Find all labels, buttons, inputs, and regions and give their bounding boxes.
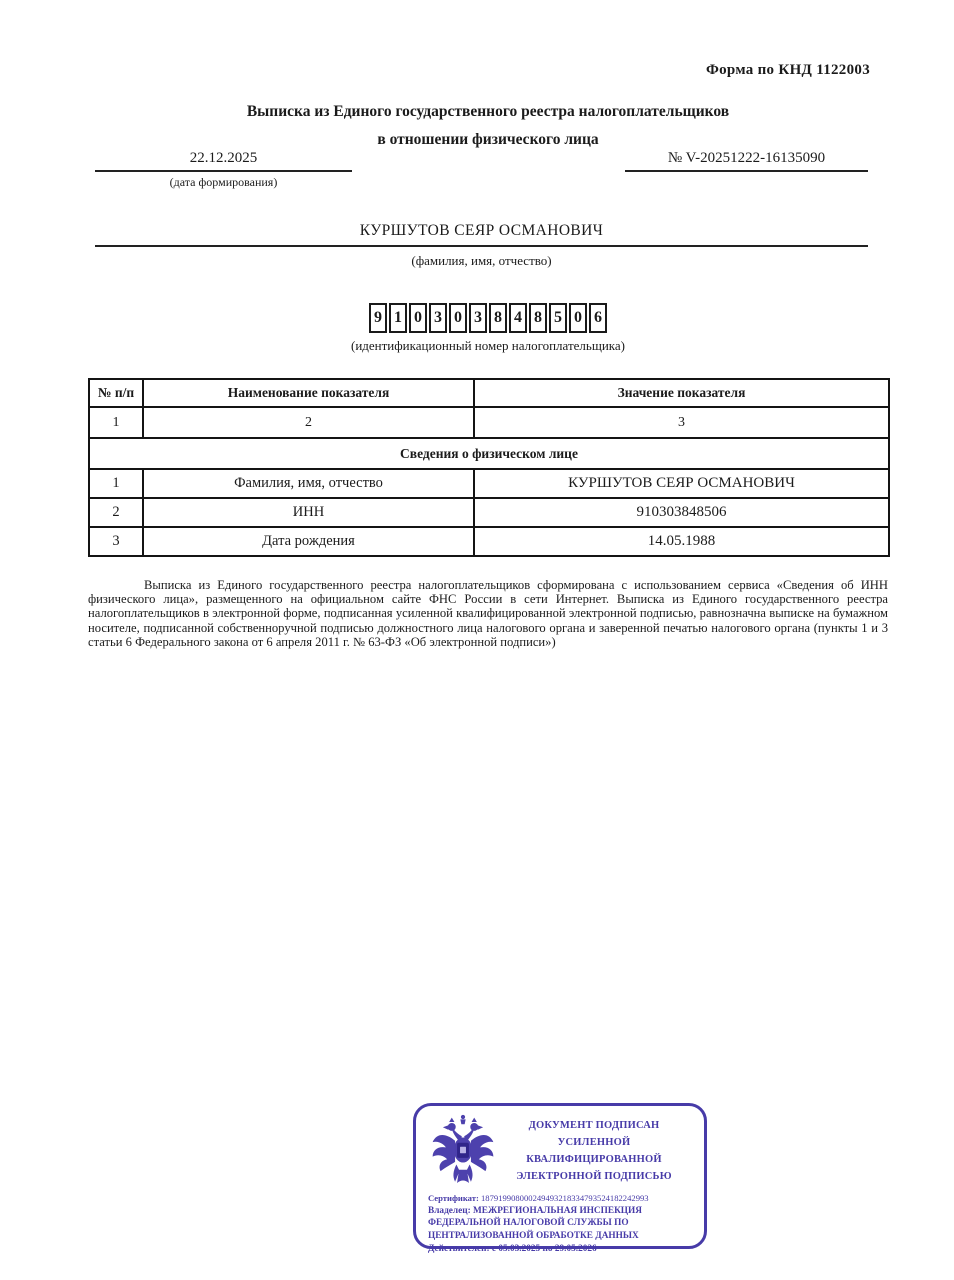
table-header-row: [89, 379, 889, 407]
validity-line: [428, 1243, 692, 1256]
inn-digit-cell: 9: [369, 303, 387, 333]
inn-digit-cell: 3: [429, 303, 447, 333]
col-number: 2: [143, 407, 474, 438]
legal-footnote: Выписка из Единого государственного реестра налогоплательщиков сформирована с использованием сервиса «Сведения об ИНН физического лица», размещенного на официальном сайте ФНС России в сети Интернет. Выписка из Единого государственного реестра налогоплательщиков в электронной форме, подписанная усиленной квалифицированной электронной подписью, равнозначна выписке на бумажном носителе, подписанной собственноручной подписью должностного лица налогового органа и заверенной печатью налогового органа (пункты 1 и 3 статьи 6 Федерального закона от 6 апреля 2011 г. № 63-ФЗ «Об электронной подписи»): [88, 578, 888, 649]
section-row: [89, 438, 889, 469]
row-num: 3: [89, 527, 143, 556]
inn-digit-cell: 0: [409, 303, 427, 333]
table-row: [89, 469, 889, 498]
stamp-title-line: УСИЛЕННОЙ КВАЛИФИЦИРОВАННОЙ: [526, 1137, 662, 1165]
column-numbering-row: [89, 407, 889, 438]
certificate-line: [428, 1192, 692, 1205]
owner-label: Владелец:: [428, 1205, 471, 1216]
number-underline: [625, 170, 868, 172]
row-value: 14.05.1988: [474, 527, 889, 556]
col-number: 3: [474, 407, 889, 438]
row-name: Фамилия, имя, отчество: [143, 469, 474, 498]
inn-digit-cell: 8: [529, 303, 547, 333]
row-name: ИНН: [143, 498, 474, 527]
table-row: [89, 498, 889, 527]
taxpayer-info-table: [88, 378, 890, 557]
coat-of-arms-icon: [430, 1113, 496, 1189]
stamp-header: [428, 1113, 692, 1189]
formation-date-caption: (дата формирования): [169, 175, 278, 189]
row-value: КУРШУТОВ СЕЯР ОСМАНОВИЧ: [474, 469, 889, 498]
inn-digit-cell: 0: [449, 303, 467, 333]
formation-date: 22.12.2025: [189, 150, 258, 166]
row-value: 910303848506: [474, 498, 889, 527]
col-header-name: Наименование показателя: [143, 379, 474, 407]
stamp-title-line: ЭЛЕКТРОННОЙ ПОДПИСЬЮ: [516, 1171, 672, 1182]
document-title-line1: Выписка из Единого государственного реестра налогоплательщиков: [246, 103, 730, 120]
name-underline: [95, 245, 868, 247]
owner-line: [428, 1205, 692, 1243]
document-number: № V-20251222-16135090: [667, 150, 826, 166]
electronic-signature-stamp: [413, 1103, 707, 1255]
col-header-num: № п/п: [89, 379, 143, 407]
person-name-caption: (фамилия, имя, отчество): [411, 253, 552, 268]
formation-date-block: [95, 150, 352, 190]
validity-value: с 05.03.2025 по 29.05.2026: [491, 1244, 597, 1255]
inn-digit-cell: 6: [589, 303, 607, 333]
row-num: 1: [89, 469, 143, 498]
owner-value: МЕЖРЕГИОНАЛЬНАЯ ИНСПЕКЦИЯ ФЕДЕРАЛЬНОЙ НАЛОГОВОЙ СЛУЖБЫ ПО ЦЕНТРАЛИЗОВАННОЙ ОБРАБОТКЕ ДАННЫХ: [428, 1205, 642, 1241]
validity-label: Действителен:: [428, 1244, 490, 1255]
inn-digit-cell: 3: [469, 303, 487, 333]
document-title-line2: в отношении физического лица: [377, 131, 599, 148]
col-number: 1: [89, 407, 143, 438]
certificate-label: Сертификат:: [428, 1193, 479, 1203]
form-code: Форма по КНД 1122003: [705, 62, 870, 78]
row-num: 2: [89, 498, 143, 527]
person-name-block: [95, 222, 868, 269]
stamp-title-line: ДОКУМЕНТ ПОДПИСАН: [528, 1120, 660, 1131]
inn-digit-cell: 8: [489, 303, 507, 333]
inn-digit-cell: 4: [509, 303, 527, 333]
inn-digit-cell: 5: [549, 303, 567, 333]
inn-block: [88, 303, 888, 354]
stamp-title: [496, 1117, 692, 1185]
row-name: Дата рождения: [143, 527, 474, 556]
inn-digit-cell: 0: [569, 303, 587, 333]
date-underline: [95, 170, 352, 172]
document-number-block: [625, 150, 868, 172]
section-title: Сведения о физическом лице: [89, 438, 889, 469]
inn-digit-boxes: [369, 303, 607, 333]
inn-caption: (идентификационный номер налогоплательщика): [350, 338, 626, 353]
table-row: [89, 527, 889, 556]
stamp-details: [428, 1192, 692, 1256]
col-header-value: Значение показателя: [474, 379, 889, 407]
inn-digit-cell: 1: [389, 303, 407, 333]
person-full-name: КУРШУТОВ СЕЯР ОСМАНОВИЧ: [359, 222, 604, 239]
certificate-value: 187919908000249493218334793524182242993: [481, 1193, 649, 1203]
